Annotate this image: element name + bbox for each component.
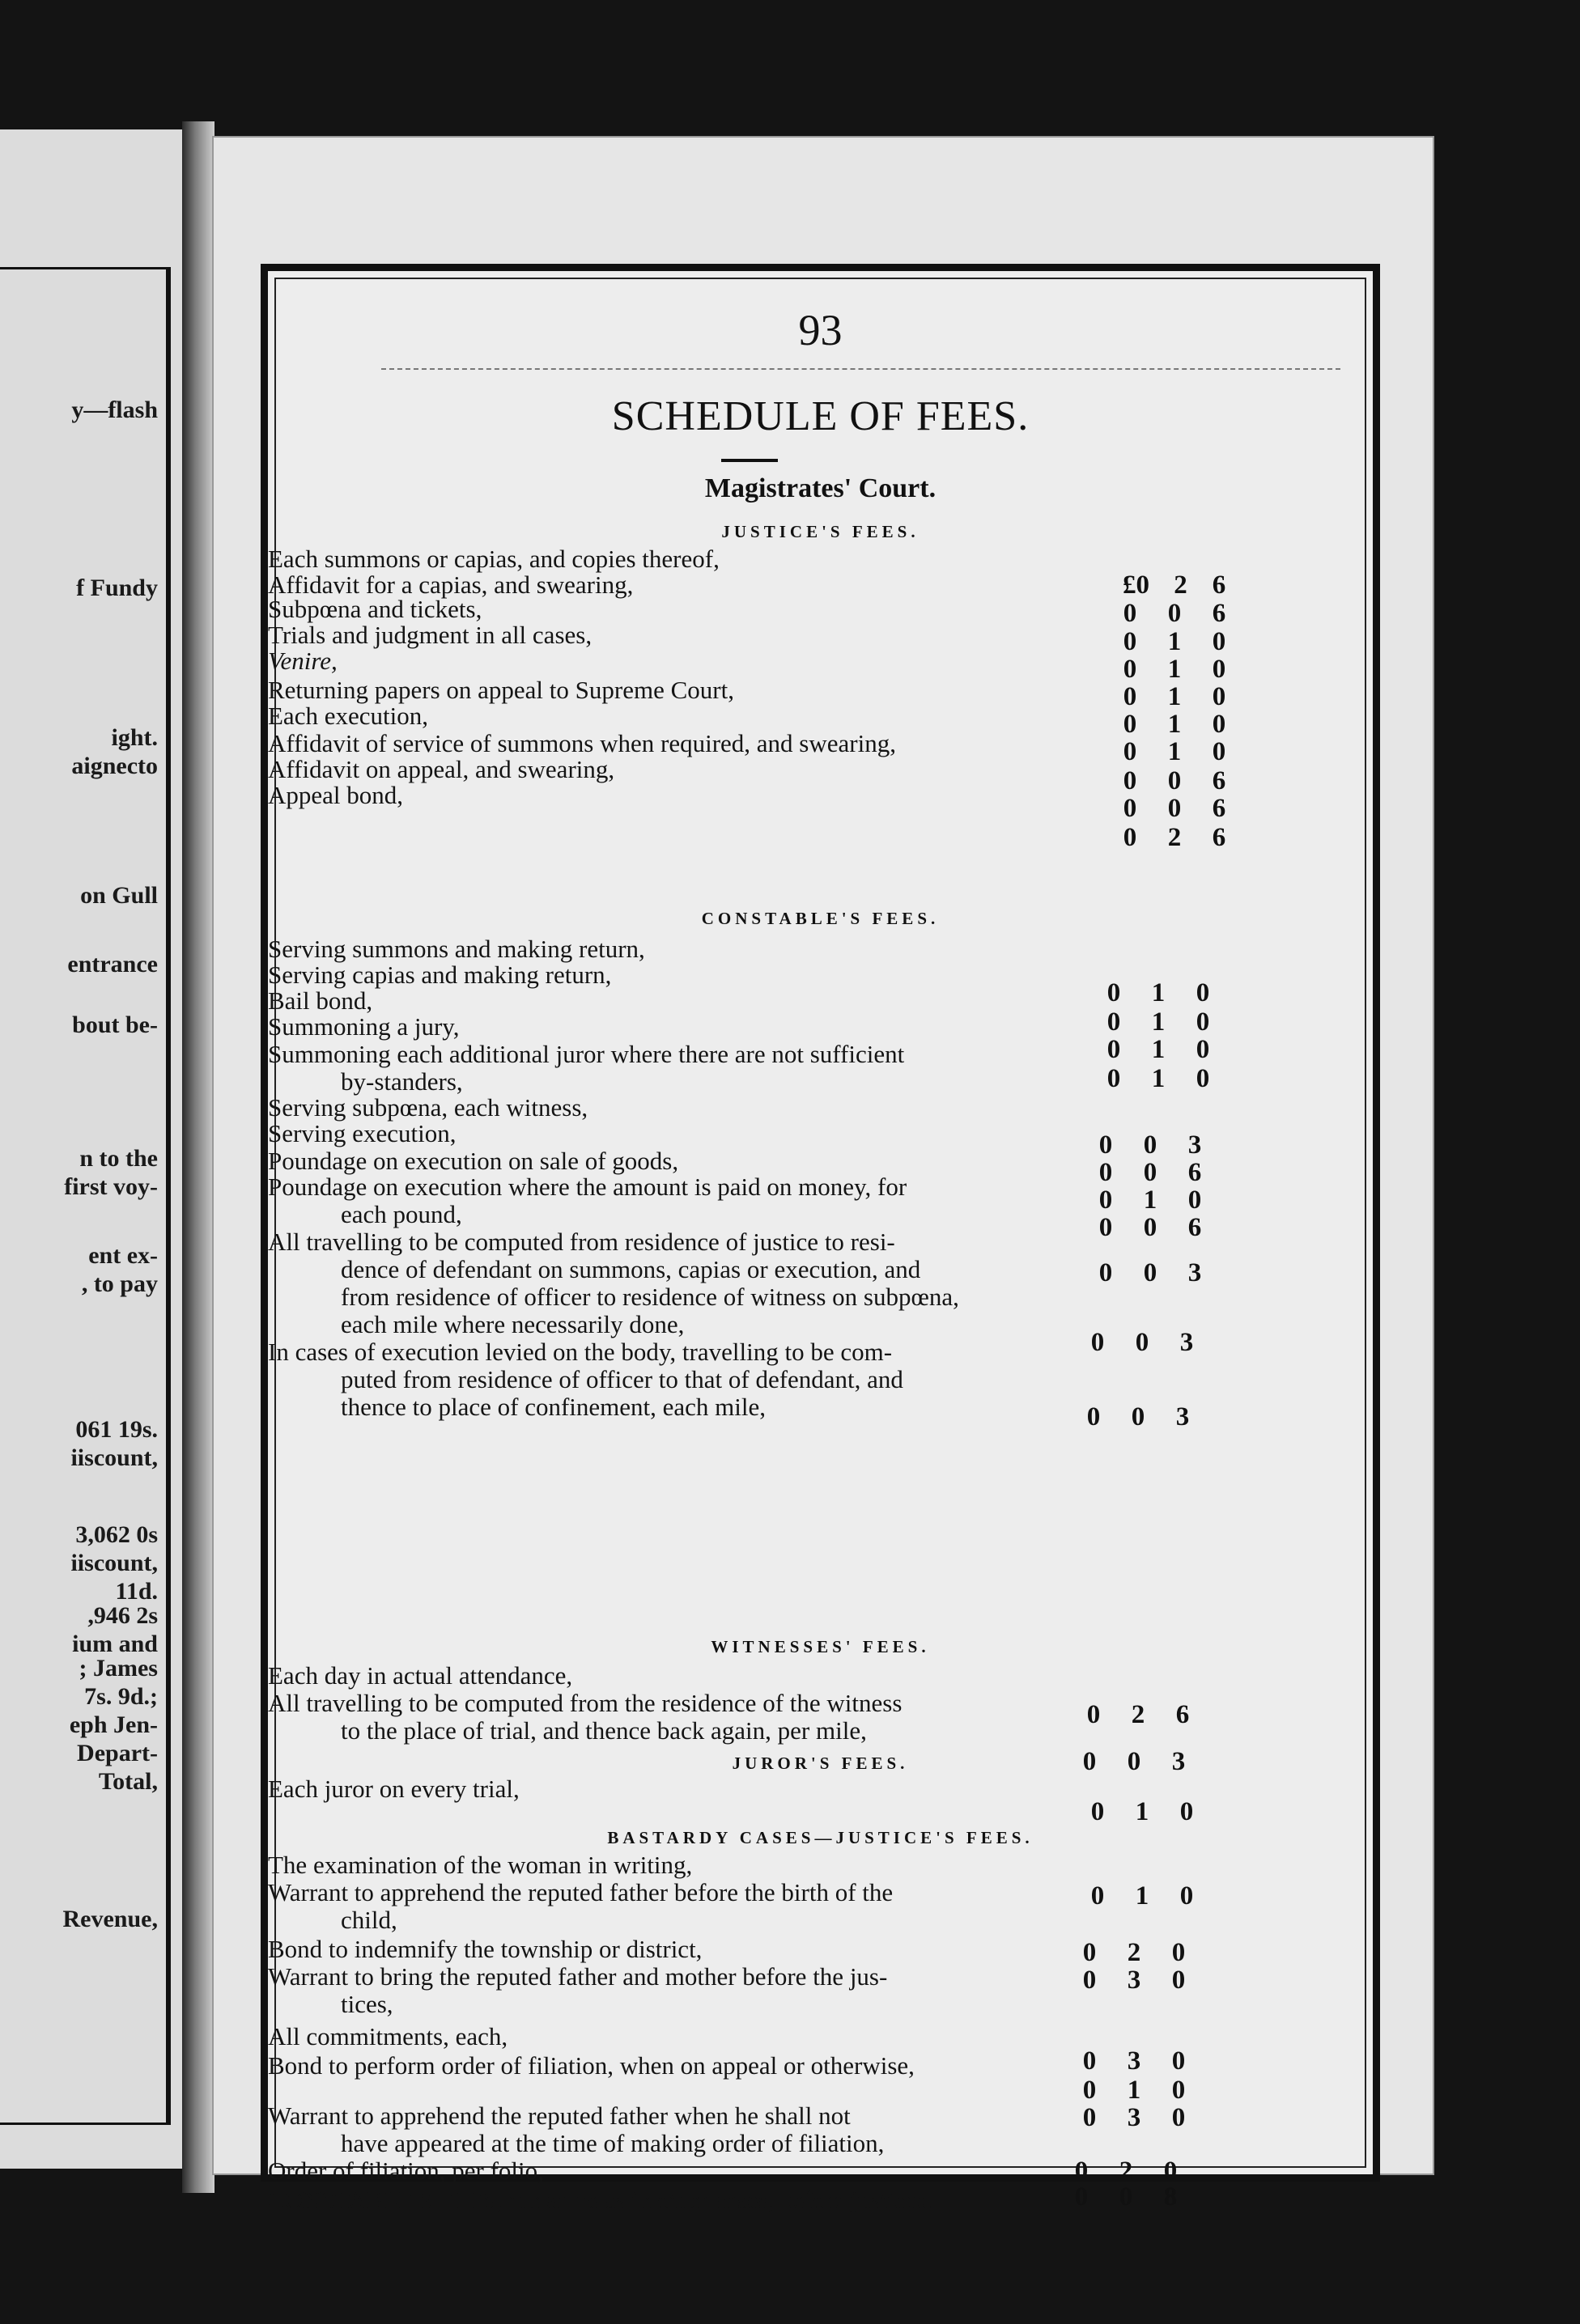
book-gutter — [182, 121, 214, 2193]
fee-amount — [1114, 682, 1235, 712]
pounds-value: 0 — [1082, 2076, 1097, 2105]
fee-amount — [1073, 1938, 1195, 1968]
fee-item-line: All travelling to be computed from the residence of the witness — [268, 1689, 903, 1717]
fee-amount — [1089, 1258, 1211, 1288]
page-border-frame — [261, 264, 1380, 2214]
shillings-value: 0 — [1143, 1130, 1157, 1160]
pounds-value: 0 — [1098, 1158, 1113, 1187]
shillings-value: 1 — [1135, 1797, 1149, 1826]
fee-item-line: tices, — [341, 1990, 393, 2018]
title-rule — [721, 459, 778, 462]
pounds-value: 0 — [1082, 2103, 1097, 2132]
left-page-line: bout be- — [72, 1011, 158, 1038]
header-rule — [381, 368, 1340, 370]
fee-amount — [1073, 1747, 1195, 1777]
fee-item-line: Summoning a jury, — [268, 1012, 460, 1041]
fee-item-line: thence to place of confinement, each mile, — [341, 1393, 767, 1421]
shillings-value: 0 — [1127, 1747, 1141, 1776]
page-number: 93 — [798, 306, 843, 354]
pounds-value: 0 — [1074, 2156, 1089, 2186]
pounds-value: £0 — [1123, 570, 1149, 600]
pence-value: 0 — [1212, 627, 1226, 656]
fee-item-line: from residence of officer to residence of witness on subpœna, — [341, 1283, 959, 1311]
court-subtitle: Magistrates' Court. — [704, 473, 937, 503]
pence-value: 0 — [1171, 2046, 1186, 2076]
shillings-value: 1 — [1135, 1881, 1149, 1911]
pounds-value: 0 — [1098, 1258, 1113, 1287]
left-page-line: eph Jen- — [69, 1711, 158, 1738]
fee-item-line: Serving capias and making return, — [268, 961, 612, 989]
shillings-value: 1 — [1151, 1007, 1166, 1037]
fee-amount — [1089, 1213, 1211, 1243]
fee-item-line: All commitments, each, — [268, 2022, 508, 2050]
shillings-value: 1 — [1151, 978, 1166, 1007]
section-heading-constable: CONSTABLE'S FEES. — [701, 909, 940, 928]
pence-value: 3 — [1171, 1747, 1186, 1776]
fee-item-line: Poundage on execution where the amount is paid on money, for — [268, 1173, 907, 1201]
shillings-value: 0 — [1167, 794, 1182, 823]
fee-amount — [1114, 627, 1235, 657]
pence-value: 6 — [1212, 823, 1226, 852]
pence-value: 0 — [1171, 2076, 1186, 2105]
pence-value: 0 — [1179, 1797, 1194, 1826]
pence-value: 0 — [1212, 682, 1226, 711]
pence-value: 3 — [1175, 1402, 1190, 1431]
left-page-line: on Gull — [80, 882, 158, 909]
pounds-value: 0 — [1098, 1130, 1113, 1160]
fee-item-line: CONSTABLE'S FEES, the same as in other cases, before justices. — [268, 2186, 933, 2214]
fee-amount — [1073, 2103, 1195, 2133]
pounds-value: 0 — [1090, 1328, 1105, 1357]
pounds-value: 0 — [1074, 2182, 1089, 2212]
shillings-value: 0 — [1143, 1213, 1157, 1242]
fee-item-line: Bond to indemnify the township or district, — [268, 1935, 703, 1963]
pounds-value: 0 — [1090, 1797, 1105, 1826]
left-page-line: first voy- — [64, 1173, 158, 1200]
shillings-value: 0 — [1135, 1328, 1149, 1357]
left-page-line: iiscount, — [70, 1550, 158, 1576]
fee-item-line: Bail bond, — [268, 986, 373, 1015]
fee-item-line: Affidavit for a capias, and swearing, — [268, 570, 634, 599]
left-page-line: Depart- — [77, 1740, 158, 1766]
shillings-value: 1 — [1151, 1064, 1166, 1093]
pence-value: 0 — [1187, 1185, 1202, 1215]
pence-value: 3 — [1187, 1258, 1202, 1287]
shillings-value: 1 — [1167, 627, 1182, 656]
fee-item-line: Each juror on every trial, — [268, 1775, 520, 1803]
shillings-value: 1 — [1127, 2076, 1141, 2105]
pence-value: 0 — [1163, 2156, 1178, 2186]
pounds-value: 0 — [1106, 1064, 1121, 1093]
shillings-value: 2 — [1119, 2156, 1133, 2186]
left-adjoining-page — [0, 129, 182, 2169]
fee-item-line: Serving subpœna, each witness, — [268, 1093, 588, 1122]
shillings-value: 2 — [1174, 570, 1187, 600]
fee-item-line: All travelling to be computed from residence of justice to resi- — [268, 1228, 895, 1256]
pounds-value: 0 — [1123, 599, 1137, 628]
section-heading-witnesses: WITNESSES' FEES. — [711, 1637, 930, 1656]
left-page-line: 061 19s. — [75, 1416, 158, 1443]
fee-item-line: each pound, — [341, 1200, 462, 1228]
pence-value: 0 — [1196, 1035, 1210, 1064]
fee-item-line: Order of filiation, per folio, — [268, 2156, 544, 2185]
fee-item-line: Warrant to apprehend the reputed father when he shall not — [268, 2101, 851, 2130]
pence-value: 0 — [1196, 1064, 1210, 1093]
shillings-value: 1 — [1167, 655, 1182, 684]
fee-amount — [1089, 1158, 1211, 1188]
shillings-value: 0 — [1167, 599, 1182, 628]
fee-item-line: each mile where necessarily done, — [341, 1310, 685, 1338]
shillings-value: 1 — [1167, 737, 1182, 766]
pence-value: 3 — [1187, 1130, 1202, 1160]
fee-item-line: by-standers, — [341, 1067, 463, 1096]
section-heading-justice: JUSTICE'S FEES. — [721, 522, 920, 541]
fee-amount — [1073, 2046, 1195, 2076]
fee-item-line: Appeal bond, — [268, 781, 404, 809]
pounds-value: 0 — [1086, 1700, 1101, 1729]
fee-amount — [1081, 1881, 1203, 1911]
left-page-line: ; James — [79, 1655, 158, 1682]
fee-amount — [1114, 794, 1235, 824]
left-page-line: ium and — [72, 1631, 158, 1657]
fee-amount — [1098, 978, 1219, 1008]
left-page-line: ight. — [111, 724, 158, 751]
shillings-value: 3 — [1127, 2103, 1141, 2132]
fee-amount — [1114, 710, 1235, 740]
shillings-value: 0 — [1143, 1158, 1157, 1187]
pounds-value: 0 — [1123, 655, 1137, 684]
pounds-value: 0 — [1106, 978, 1121, 1007]
left-page-line: Total, — [98, 1768, 158, 1795]
left-page-line: ent ex- — [88, 1242, 158, 1269]
fee-item-line: Serving execution, — [268, 1119, 457, 1147]
fee-item-line: Summoning each additional juror where there are not sufficient — [268, 1040, 905, 1068]
fee-amount — [1073, 1966, 1195, 1995]
fee-amount — [1114, 599, 1235, 629]
left-page-line: 7s. 9d.; — [84, 1683, 158, 1710]
fee-item-line: Each day in actual attendance, — [268, 1661, 573, 1690]
shillings-value: 2 — [1131, 1700, 1145, 1729]
left-page-line: aignecto — [71, 753, 158, 779]
shillings-value: 0 — [1119, 2182, 1133, 2212]
pounds-value: 0 — [1123, 710, 1137, 739]
left-page-line: y—flash — [71, 397, 158, 423]
fee-item-line: Affidavit on appeal, and swearing, — [268, 755, 615, 783]
shillings-value: 1 — [1167, 682, 1182, 711]
pence-value: 0 — [1212, 710, 1226, 739]
left-page-line: entrance — [67, 951, 158, 978]
book-page — [212, 136, 1434, 2214]
fee-amount — [1081, 1797, 1203, 1827]
pounds-value: 0 — [1098, 1213, 1113, 1242]
fee-item-line: Returning papers on appeal to Supreme Court, — [268, 676, 734, 704]
fee-amount — [1065, 2182, 1187, 2212]
fee-item-line: Warrant to bring the reputed father and mother before the jus- — [268, 1962, 888, 1991]
fee-item-line: Serving summons and making return, — [268, 935, 645, 963]
fee-item-line: Each summons or capias, and copies thereof, — [268, 545, 720, 573]
pence-value: 6 — [1187, 1213, 1202, 1242]
fee-amount — [1089, 1130, 1211, 1160]
fee-amount — [1114, 655, 1235, 685]
page-title: SCHEDULE OF FEES. — [611, 393, 1030, 439]
fee-item-line: Trials and judgment in all cases, — [268, 621, 592, 649]
shillings-value: 2 — [1167, 823, 1182, 852]
fee-amount — [1073, 2076, 1195, 2106]
pence-value: 3 — [1179, 1328, 1194, 1357]
pounds-value: 0 — [1106, 1007, 1121, 1037]
fee-item-line: Poundage on execution on sale of goods, — [268, 1147, 679, 1175]
pence-value: 0 — [1212, 737, 1226, 766]
fee-item-line: Warrant to apprehend the reputed father before the birth of the — [268, 1878, 894, 1906]
shillings-value: 1 — [1151, 1035, 1166, 1064]
pounds-value: 0 — [1082, 1966, 1097, 1995]
section-heading-jurors: JUROR'S FEES. — [732, 1754, 909, 1773]
pence-value: 6 — [1187, 1158, 1202, 1187]
pounds-value: 0 — [1123, 823, 1137, 852]
fee-item-line: dence of defendant on summons, capias or execution, and — [341, 1255, 921, 1283]
pence-value: 8 — [1163, 2182, 1178, 2212]
section-heading-bastardy: BASTARDY CASES—JUSTICE'S FEES. — [607, 1828, 1034, 1847]
shillings-value: 1 — [1167, 710, 1182, 739]
left-page-line: Revenue, — [62, 1906, 158, 1932]
pence-value: 6 — [1212, 794, 1226, 823]
fee-item-line: to the place of trial, and thence back again, per mile, — [341, 1716, 867, 1745]
left-page-line: 3,062 0s — [75, 1521, 158, 1548]
fee-amount — [1114, 766, 1235, 796]
pounds-value: 0 — [1086, 1402, 1101, 1431]
pence-value: 0 — [1171, 1966, 1186, 1995]
pence-value: 0 — [1171, 2103, 1186, 2132]
pence-value: 0 — [1212, 655, 1226, 684]
pounds-value: 0 — [1082, 1938, 1097, 1967]
shillings-value: 3 — [1127, 2046, 1141, 2076]
pounds-value: 0 — [1082, 2046, 1097, 2076]
fee-amount — [1098, 1064, 1219, 1094]
shillings-value: 0 — [1143, 1258, 1157, 1287]
fee-item-line: In cases of execution levied on the body, travelling to be com- — [268, 1338, 893, 1366]
pounds-value: 0 — [1098, 1185, 1113, 1215]
left-page-line: iiscount, — [70, 1444, 158, 1471]
pence-value: 6 — [1212, 766, 1226, 795]
shillings-value: 3 — [1127, 1966, 1141, 1995]
fee-amount — [1114, 570, 1235, 600]
fee-amount — [1114, 737, 1235, 767]
fee-item-line: Bond to perform order of filiation, when on appeal or otherwise, — [268, 2051, 915, 2080]
pounds-value: 0 — [1123, 682, 1137, 711]
pence-value: 6 — [1212, 570, 1226, 600]
fee-item-line: Venire, — [268, 647, 338, 675]
pounds-value: 0 — [1123, 737, 1137, 766]
shillings-value: 0 — [1131, 1402, 1145, 1431]
pence-value: 0 — [1196, 1007, 1210, 1037]
left-page-line: f Fundy — [76, 575, 158, 601]
fee-item-line: Affidavit of service of summons when required, and swearing, — [268, 729, 896, 757]
shillings-value: 0 — [1167, 766, 1182, 795]
pounds-value: 0 — [1123, 794, 1137, 823]
left-page-line: ,946 2s — [87, 1602, 158, 1629]
left-page-line: n to the — [79, 1145, 158, 1172]
fee-item-line: The examination of the woman in writing, — [268, 1851, 693, 1879]
fee-amount — [1089, 1185, 1211, 1215]
fee-amount — [1077, 1402, 1199, 1432]
shillings-value: 2 — [1127, 1938, 1141, 1967]
pence-value: 0 — [1196, 978, 1210, 1007]
fee-amount — [1098, 1007, 1219, 1037]
pounds-value: 0 — [1123, 627, 1137, 656]
pence-value: 6 — [1175, 1700, 1190, 1729]
pence-value: 0 — [1179, 1881, 1194, 1911]
fee-item-line: child, — [341, 1906, 397, 1934]
pence-value: 6 — [1212, 599, 1226, 628]
fee-item-line: puted from residence of officer to that of defendant, and — [341, 1365, 903, 1393]
pounds-value: 0 — [1106, 1035, 1121, 1064]
shillings-value: 1 — [1143, 1185, 1157, 1215]
fee-amount — [1114, 823, 1235, 853]
left-page-line: , to pay — [81, 1270, 158, 1297]
fee-amount — [1081, 1328, 1203, 1358]
pence-value: 0 — [1171, 1938, 1186, 1967]
fee-item-line: have appeared at the time of making order of filiation, — [341, 2129, 885, 2157]
fee-amount — [1098, 1035, 1219, 1065]
left-page-line: 11d. — [115, 1578, 158, 1605]
pounds-value: 0 — [1123, 766, 1137, 795]
fee-amount — [1077, 1700, 1199, 1730]
fee-item-line: Each execution, — [268, 702, 428, 730]
fee-item-line: Subpœna and tickets, — [268, 595, 482, 623]
pounds-value: 0 — [1082, 1747, 1097, 1776]
pounds-value: 0 — [1090, 1881, 1105, 1911]
